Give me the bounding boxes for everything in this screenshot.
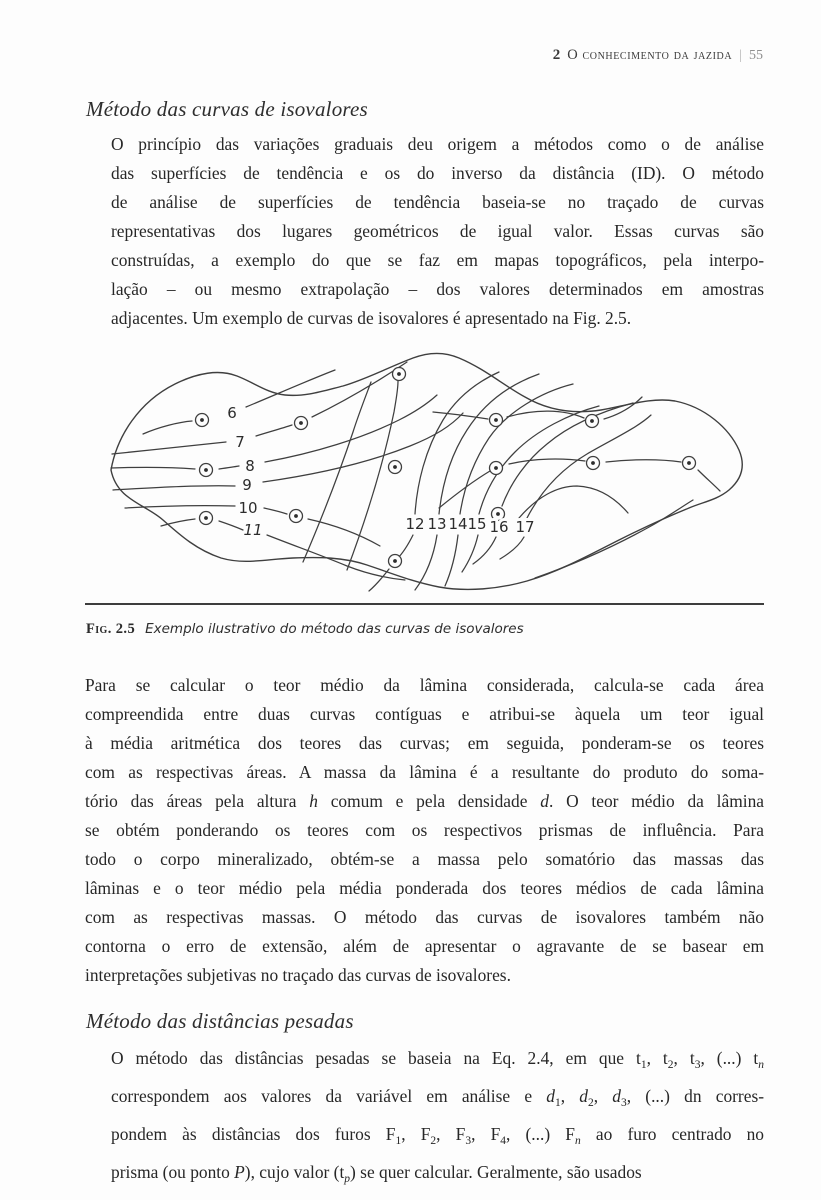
- figure-rule: [85, 603, 764, 605]
- chapter-number: 2: [552, 47, 561, 63]
- sample-point: [393, 368, 406, 381]
- text-line: representativas dos lugares geométricos de igual valor. Essas curvas são: [111, 221, 764, 241]
- text-line: à média aritmética dos teores das curvas; em seguida, ponderam-se os teores: [85, 733, 764, 753]
- contour-value-label: 7: [235, 433, 245, 451]
- contour-value-label: 10: [238, 499, 258, 517]
- text-line: O princípio das variações graduais deu origem a métodos como o de análise: [111, 134, 764, 154]
- sample-point: [586, 415, 599, 428]
- running-header: [553, 47, 763, 64]
- contour-value-label: 8: [245, 457, 255, 475]
- contour-map-svg: [95, 350, 755, 600]
- contour-value-label: 13: [427, 515, 447, 533]
- text-line: contorna o erro de extensão, além de apresentar o agravante de se basear em: [85, 936, 764, 956]
- sample-point: [490, 414, 503, 427]
- contour-lines: [111, 362, 720, 591]
- text-line: lâminas e o teor médio pela média ponderada dos teores médios de cada lâmina: [85, 878, 764, 898]
- contour-value-label: 9: [242, 476, 252, 494]
- contour-value-label: 6: [227, 404, 237, 422]
- page-number: 55: [749, 48, 763, 63]
- contour-value-label: 12: [405, 515, 425, 533]
- figure-2-5: [95, 350, 755, 600]
- paragraph-lamina-calculation: [85, 671, 764, 990]
- text-line: se obtém ponderando os teores com os respectivos prismas de influência. Para: [85, 820, 764, 840]
- text-line: interpretações subjetivas no traçado das curvas de isovalores.: [85, 965, 511, 985]
- section-heading-isovalue-curves: Método das curvas de isovalores: [86, 97, 368, 121]
- sample-points-layer: [196, 368, 696, 568]
- text-line: tório das áreas pela altura h comum e pela densidade d. O teor médio da lâmina: [85, 791, 765, 811]
- header-separator: |: [739, 48, 742, 63]
- sample-point: [490, 462, 503, 475]
- sample-point: [290, 510, 303, 523]
- text-line: adjacentes. Um exemplo de curvas de isovalores é apresentado na Fig. 2.5.: [111, 308, 632, 328]
- text-line: correspondem aos valores da variável em análise e $d_1$, $d_2$, $d_3$, (...) dn corres-: [111, 1086, 764, 1109]
- contour-value-label: 14: [448, 515, 468, 533]
- figure-caption-text: Exemplo ilustrativo do método das curvas de isovalores: [145, 621, 524, 637]
- sample-point: [389, 555, 402, 568]
- sample-point: [196, 414, 209, 427]
- chapter-title: O conhecimento da jazida: [567, 47, 733, 63]
- figure-caption: [86, 620, 524, 638]
- sample-point: [389, 461, 402, 474]
- paragraph-isovalue-intro: [111, 130, 764, 333]
- text-line: pondem às distâncias dos furos $F_1$, $F_2$, $F_3$, $F_4$, (...) $F_n$ ao furo centrado no: [111, 1124, 765, 1147]
- contour-value-label: 17: [515, 518, 535, 536]
- text-line: construídas, a exemplo do que se faz em mapas topográficos, pela interpo-: [111, 250, 764, 270]
- sample-point: [683, 457, 696, 470]
- text-line: todo o corpo mineralizado, obtém-se a massa pelo somatório das massas das: [85, 849, 764, 869]
- text-line: Para se calcular o teor médio da lâmina considerada, calcula-se cada área: [85, 675, 764, 695]
- sample-point: [587, 457, 600, 470]
- contour-value-label: 16: [489, 518, 509, 536]
- text-line: O método das distâncias pesadas se baseia na Eq. 2.4, em que $t_1$, $t_2$, $t_3$, (...) $t_n$: [111, 1048, 765, 1071]
- sample-point: [200, 512, 213, 525]
- paragraph-weighted-distances-intro: [111, 1043, 764, 1195]
- text-line: de análise de superfícies de tendência baseia-se no traçado de curvas: [111, 192, 764, 212]
- text-line: com as respectivas áreas. A massa da lâmina é a resultante do produto do soma-: [85, 762, 764, 782]
- text-line: lação – ou mesmo extrapolação – dos valores determinados em amostras: [111, 279, 764, 299]
- contour-value-label: 15: [467, 515, 487, 533]
- text-line: prisma (ou ponto P), cujo valor $(t_p)$ se quer calcular. Geralmente, são usados: [111, 1162, 642, 1185]
- text-line: com as respectivas massas. O método das curvas de isovalores também não: [85, 907, 764, 927]
- sample-point: [295, 417, 308, 430]
- contour-value-label: 11: [243, 521, 263, 539]
- text-line: das superfícies de tendência e os do inverso da distância (ID). O método: [111, 163, 764, 183]
- text-line: compreendida entre duas curvas contíguas e atribui-se àquela um teor igual: [85, 704, 764, 724]
- sample-point: [200, 464, 213, 477]
- figure-caption-label: Fig. 2.5: [86, 621, 136, 637]
- section-heading-weighted-distances: Método das distâncias pesadas: [86, 1009, 354, 1033]
